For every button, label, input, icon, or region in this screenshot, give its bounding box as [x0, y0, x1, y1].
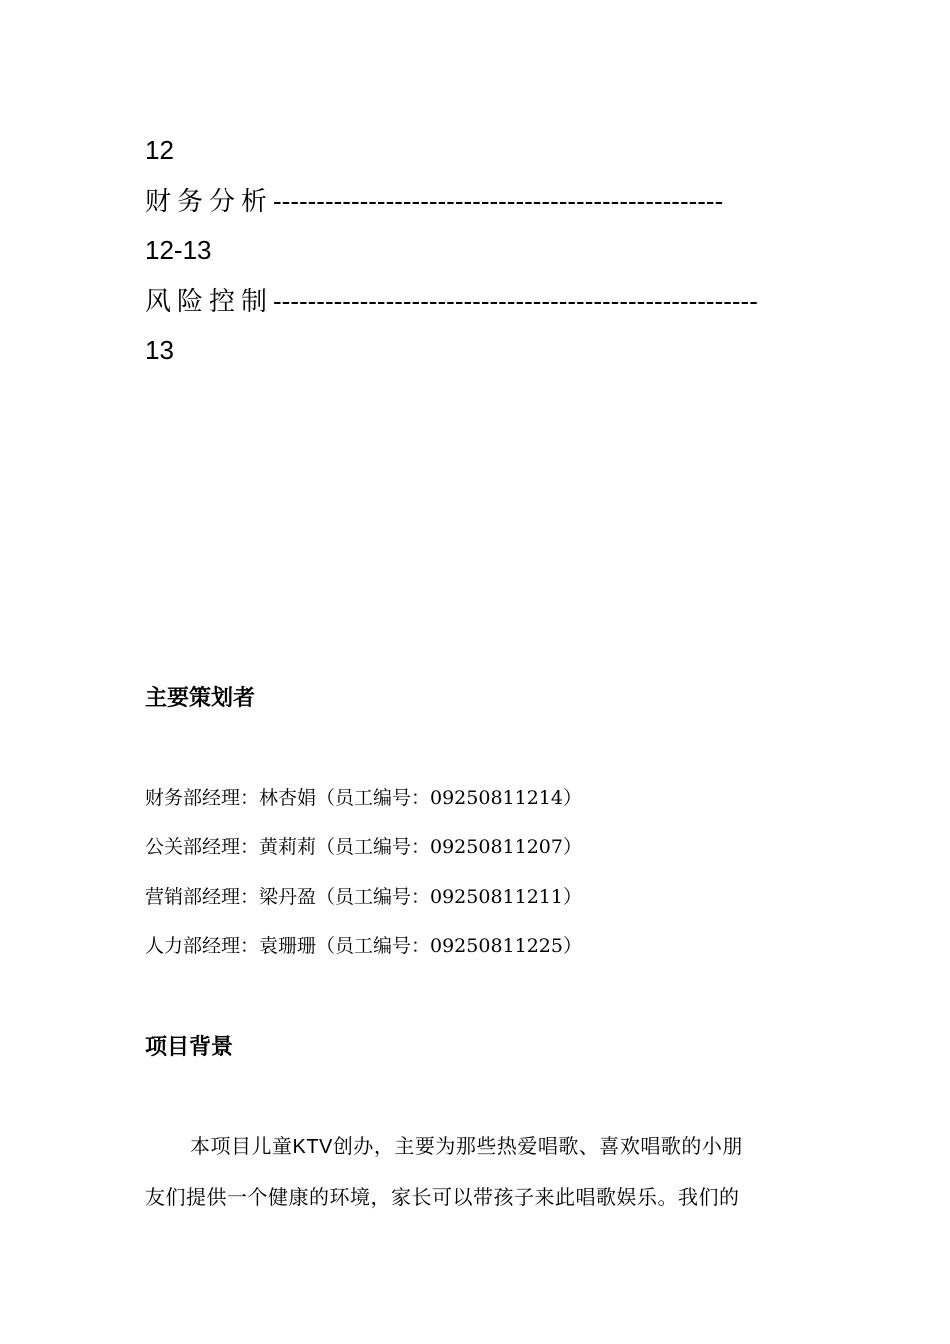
- section-heading-background: 项目背景: [145, 1035, 234, 1060]
- paragraph-line: [190, 1132, 807, 1161]
- toc-page-number: 12: [145, 135, 174, 165]
- toc-entry-label: 风险控制: [145, 286, 274, 316]
- paragraph-text-ktv: KTV: [292, 1136, 333, 1158]
- paragraph-text: 本项目儿童: [190, 1134, 293, 1158]
- planner-entry: 公关部经理：黄莉莉（员工编号：09250811207）: [145, 836, 582, 858]
- paragraph-text: 创办，主要为那些热爱唱歌、喜欢唱歌的小朋: [332, 1134, 743, 1158]
- toc-entry-pages: 12-13: [145, 235, 212, 265]
- toc-entry-risk: [145, 284, 807, 318]
- planner-entry: 营销部经理：梁丹盈（员工编号：09250811211）: [145, 886, 582, 908]
- planner-entry: 人力部经理：袁珊珊（员工编号：09250811225）: [145, 935, 582, 957]
- toc-entry-finance: [145, 184, 807, 218]
- toc-leader-dots: ----------------------------------------------------: [273, 186, 724, 216]
- planner-entry: 财务部经理：林杏娟（员工编号：09250811214）: [145, 787, 582, 809]
- toc-entry-label: 财务分析: [145, 186, 274, 216]
- toc-entry-pages: 13: [145, 335, 174, 365]
- section-heading-planners: 主要策划者: [145, 686, 256, 711]
- paragraph-line: 友们提供一个健康的环境，家长可以带孩子来此唱歌娱乐。我们的: [145, 1185, 740, 1209]
- toc-leader-dots: --------------------------------------------------------: [273, 286, 758, 316]
